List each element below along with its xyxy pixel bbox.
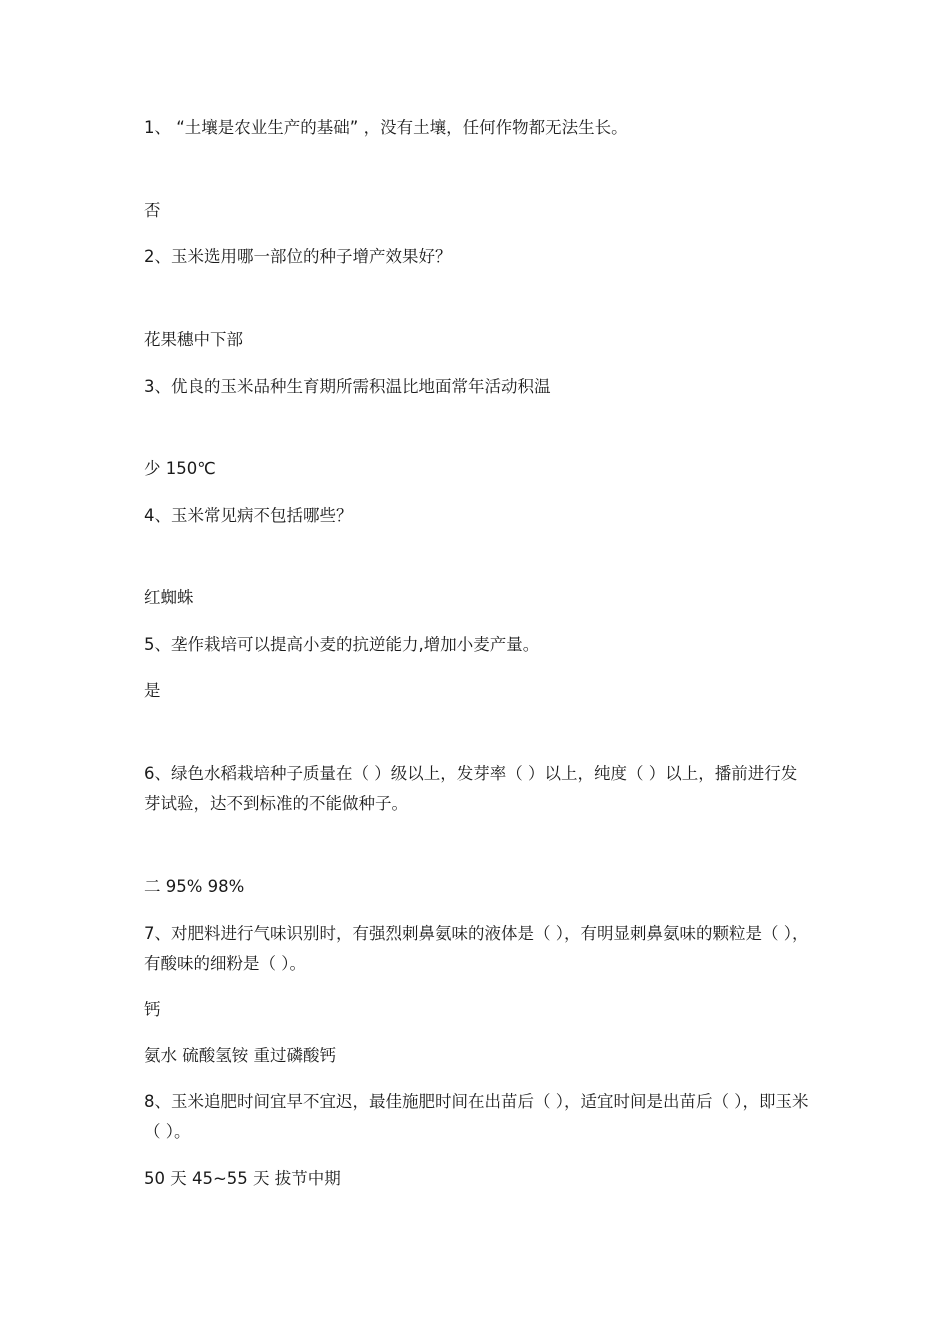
question-6: 6、绿色水稻栽培种子质量在（ ）级以上，发芽率（ ）以上，纯度（ ）以上，播前进行发芽试验，达不到标准的不能做种子。 [144, 764, 798, 813]
answer-8: 50 天 45~55 天 拔节中期 [144, 1169, 341, 1188]
question-8: 8、玉米追肥时间宜早不宜迟，最佳施肥时间在出苗后（ ），适宜时间是出苗后（ ），即玉米（ ）。 [144, 1092, 809, 1141]
question-2: 2、玉米选用哪一部位的种子增产效果好？ [144, 247, 452, 266]
answer-5: 是 [144, 681, 161, 700]
question-3: 3、优良的玉米品种生育期所需积温比地面常年活动积温 [144, 377, 551, 396]
question-1: 1、 “土壤是农业生产的基础” ，没有土壤，任何作物都无法生长。 [144, 118, 628, 137]
answer-1: 否 [144, 201, 161, 220]
question-4: 4、玉米常见病不包括哪些？ [144, 506, 353, 525]
answer-6: 二 95% 98% [144, 877, 245, 896]
answer-7a: 钙 [144, 1000, 161, 1019]
question-7: 7、对肥料进行气味识别时，有强烈刺鼻氨味的液体是（ ），有明显刺鼻氨味的颗粒是（ ），有酸味的细粉是（ ）。 [144, 924, 809, 973]
answer-4: 红蜘蛛 [144, 588, 194, 607]
question-5: 5、垄作栽培可以提高小麦的抗逆能力,增加小麦产量。 [144, 635, 540, 654]
answer-7b: 氨水 硫酸氢铵 重过磷酸钙 [144, 1046, 336, 1065]
answer-3: 少 150℃ [144, 459, 216, 478]
answer-2: 花果穗中下部 [144, 330, 243, 349]
